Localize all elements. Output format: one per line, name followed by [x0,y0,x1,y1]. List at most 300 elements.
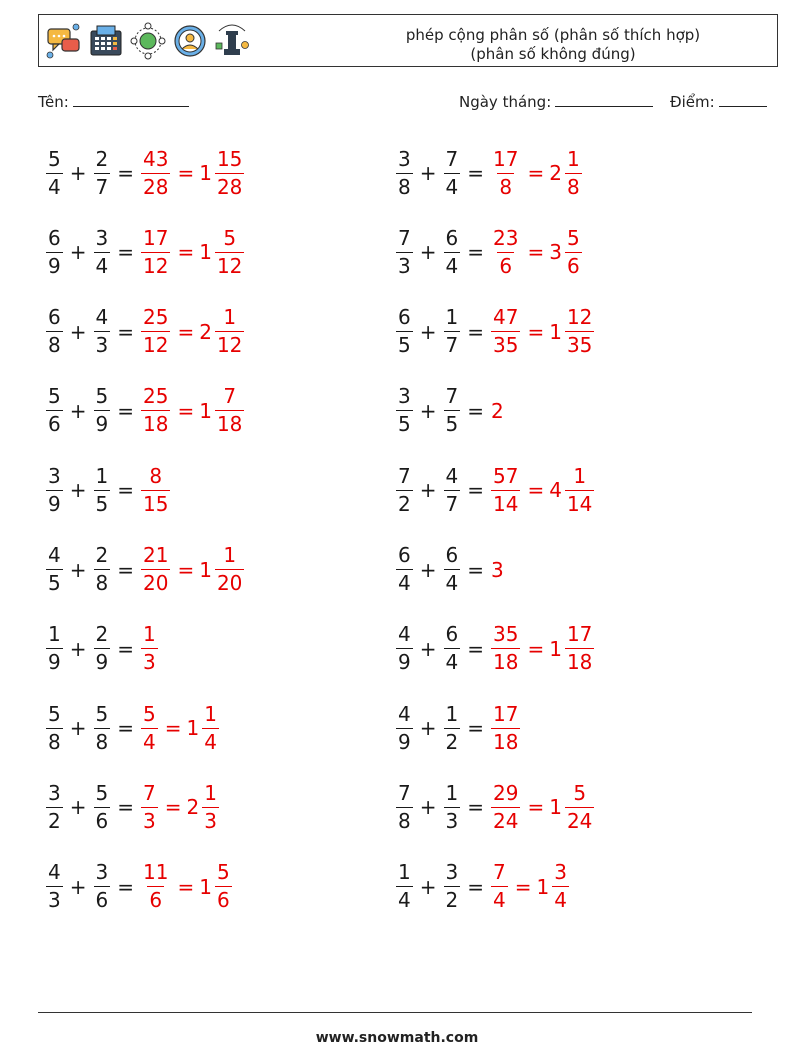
problem-8 [394,378,504,444]
answer-mixed [202,701,219,756]
answer-mixed-numerator: 7 [223,384,237,409]
addend-a-numerator: 5 [48,701,61,726]
addend-b [444,621,461,676]
answer-mixed-denominator: 18 [216,412,243,437]
equals-sign: = [467,716,484,741]
answer [139,542,246,597]
addend-b [94,304,111,359]
answer-improper [491,621,520,676]
addend-a-numerator: 1 [48,622,61,647]
addend-b-numerator: 3 [445,860,459,885]
answer-improper [141,621,158,676]
addend-a [46,383,63,438]
answer-mixed-numerator: 1 [223,543,237,567]
equals-sign: = [117,795,134,820]
answer-mixed-numerator: 1 [204,701,217,726]
answer-improper [141,383,170,438]
addend-a [396,701,413,756]
answer-improper-denominator: 12 [143,333,169,358]
answer-improper [141,146,170,201]
addend-a-denominator: 9 [48,650,61,675]
answer-mixed-denominator: 14 [566,491,593,516]
answer-improper-numerator: 35 [493,622,519,647]
addend-a-denominator: 8 [398,808,411,833]
answer-mixed-denominator: 28 [216,174,243,199]
answer-improper [491,304,520,359]
addend-b [94,780,111,835]
addend-b-numerator: 5 [95,701,109,726]
plus-sign: + [69,319,87,344]
answer-improper [491,463,520,518]
addend-a [46,463,63,518]
problem-17 [44,774,221,840]
addend-b-denominator: 4 [95,253,109,278]
answer [139,146,246,201]
answer-improper-numerator: 25 [143,384,169,409]
addend-a [46,859,63,914]
addend-a-denominator: 5 [398,412,411,437]
answer-whole: 2 [186,795,200,820]
addend-b-denominator: 3 [445,808,459,833]
name-label: Tên: [38,93,69,111]
answer-improper-denominator: 3 [143,650,156,675]
name-field[interactable] [38,92,189,111]
plus-sign: + [419,478,437,503]
addend-a [46,542,63,597]
answer-improper-numerator: 17 [493,701,519,726]
answer-whole: 2 [199,319,212,344]
answer-improper-denominator: 12 [143,253,169,278]
addend-a [396,859,413,914]
answer [489,225,584,280]
answer [489,701,522,756]
answer-improper [491,780,520,835]
addend-b-denominator: 2 [445,888,459,913]
addend-b [444,225,461,280]
answer-improper-numerator: 7 [493,860,506,885]
addend-a [396,463,413,518]
answer-improper-denominator: 20 [143,571,169,595]
answer-mixed-numerator: 3 [554,860,567,885]
answer [139,225,246,280]
addend-b-denominator: 4 [445,174,459,199]
profile-icon [171,21,209,61]
equals-sign: = [467,478,484,503]
addend-b-numerator: 3 [95,225,109,250]
addend-a-denominator: 2 [48,808,61,833]
addend-a-denominator: 4 [48,174,61,199]
addend-b [444,542,461,597]
answer-equals-sign: = [527,240,545,265]
problem-12 [394,537,504,603]
addend-b-denominator: 4 [445,650,459,675]
answer-whole: 1 [536,874,550,899]
answer-mixed [565,621,594,676]
equals-sign: = [117,716,134,741]
answer-improper-numerator: 29 [493,780,519,805]
answer-mixed-numerator: 5 [573,780,587,805]
answer-improper [491,225,520,280]
plus-sign: + [419,557,437,582]
addend-b [444,780,461,835]
answer [139,859,234,914]
problem-1 [44,140,246,206]
addend-a-denominator: 9 [398,650,411,675]
answer-improper [141,780,158,835]
answer-mixed-denominator: 12 [216,333,243,358]
addend-b [444,859,461,914]
problem-18 [394,774,596,840]
answer-improper-denominator: 6 [149,888,163,913]
addend-b-denominator: 7 [445,491,459,516]
answer-improper [141,542,170,597]
problem-4 [394,219,584,285]
answer [489,463,596,518]
answer-mixed-denominator: 6 [566,253,580,278]
worksheet-title [363,26,743,64]
addend-b-numerator: 3 [95,860,109,885]
answer-mixed-numerator: 5 [216,860,230,885]
addend-a [46,780,63,835]
answer [489,399,504,423]
answer-improper-denominator: 35 [493,333,519,358]
problem-6 [394,299,596,365]
answer-mixed [565,463,594,518]
addend-a-numerator: 4 [398,701,411,726]
score-blank[interactable] [719,92,767,107]
addend-a [46,304,63,359]
problem-16 [394,695,522,761]
addend-a-numerator: 1 [398,860,411,885]
addend-b [94,463,111,518]
answer-equals-sign: = [527,795,545,820]
answer [139,304,246,359]
answer-mixed-denominator: 4 [554,888,567,913]
addend-b [444,304,461,359]
addend-a [46,146,63,201]
answer-improper-denominator: 3 [143,808,156,833]
answer [139,701,221,756]
equals-sign: = [467,636,484,661]
equals-sign: = [467,319,484,344]
addend-a-numerator: 4 [398,622,411,647]
addend-b-denominator: 8 [95,729,109,754]
answer-improper [491,859,508,914]
problem-9 [44,457,172,523]
problem-14 [394,616,596,682]
answer-mixed-denominator: 3 [204,808,217,833]
addend-b-numerator: 6 [445,225,459,250]
answer-improper-denominator: 28 [143,174,169,199]
answer-improper-numerator: 17 [493,146,519,171]
answer-improper-denominator: 24 [493,808,519,833]
footer-url: www.snowmath.com [315,1030,479,1046]
answer-equals-sign: = [164,795,182,820]
addend-a [396,304,413,359]
equals-sign: = [467,161,484,185]
problem-7 [44,378,246,444]
answer-mixed-denominator: 4 [204,729,217,754]
addend-b-denominator: 6 [95,808,109,833]
addend-a-numerator: 5 [48,146,61,171]
addend-a-denominator: 4 [398,888,411,913]
answer-equals-sign: = [527,478,545,503]
answer-improper [141,463,170,518]
answer-mixed [215,225,244,280]
answer-equals-sign: = [177,398,195,423]
addend-b [444,701,461,756]
addend-a [396,225,413,280]
answer-mixed-numerator: 12 [566,305,593,330]
plus-sign: + [69,398,87,423]
plus-sign: + [69,161,87,185]
answer-improper [141,225,170,280]
answer-improper [141,859,170,914]
answer-whole: 2 [549,161,562,185]
answer [489,146,584,201]
answer-mixed-denominator: 6 [216,888,230,913]
addend-b-denominator: 9 [95,650,109,675]
answer-improper-numerator: 57 [493,463,519,488]
answer [489,859,571,914]
answer [139,463,172,518]
answer-improper-numerator: 8 [149,463,163,488]
answer-mixed-numerator: 5 [223,225,237,250]
addend-b [94,225,111,280]
answer-whole: 1 [199,557,212,582]
addend-a [396,621,413,676]
answer-mixed [215,542,244,597]
answer-improper-denominator: 8 [499,174,513,199]
addend-b [444,146,461,201]
answer-improper [141,701,158,756]
problem-19 [44,854,234,920]
addend-b-numerator: 1 [445,305,459,330]
answer-mixed [215,304,244,359]
answer-mixed-denominator: 35 [566,333,593,358]
equals-sign: = [117,874,134,899]
addend-b-denominator: 9 [95,412,109,437]
plus-sign: + [419,716,437,741]
equals-sign: = [117,636,134,661]
answer-improper-numerator: 21 [143,543,169,567]
answer-mixed [552,859,569,914]
addend-a-numerator: 3 [398,146,411,171]
addend-a-denominator: 3 [48,888,61,913]
addend-a-denominator: 8 [48,729,61,754]
chat-icon [45,21,83,61]
addend-b [444,463,461,518]
addend-b-denominator: 5 [445,412,459,437]
plus-sign: + [69,795,87,820]
answer-equals-sign: = [527,319,545,344]
addend-b-numerator: 1 [95,463,109,488]
answer-improper-numerator: 43 [143,146,169,171]
answer-mixed [565,304,594,359]
answer-integer: 3 [491,557,504,582]
addend-b-denominator: 2 [445,729,459,754]
title-line-1: phép cộng phân số (phân số thích hợp) [405,26,701,44]
addend-a [396,542,413,597]
answer-mixed-numerator: 1 [223,305,237,330]
addend-a-denominator: 5 [398,333,411,358]
addend-b-numerator: 2 [95,146,109,171]
plus-sign: + [69,636,87,661]
addend-a-denominator: 3 [398,253,411,278]
plus-sign: + [419,240,437,265]
answer-improper-denominator: 14 [493,491,519,516]
equals-sign: = [467,874,484,899]
addend-a-denominator: 2 [398,491,411,516]
problem-3 [44,219,246,285]
addend-b-denominator: 3 [95,333,109,358]
addend-b-numerator: 6 [445,622,459,647]
answer-mixed-denominator: 20 [216,571,243,595]
answer-improper-denominator: 15 [143,491,169,516]
addend-a-numerator: 7 [398,463,411,488]
answer [489,558,504,582]
addend-a-numerator: 6 [398,305,411,330]
answer-equals-sign: = [164,716,182,741]
addend-b-numerator: 2 [95,543,109,567]
addend-a [46,225,63,280]
answer-improper-numerator: 1 [143,622,156,647]
answer-equals-sign: = [177,557,195,582]
equals-sign: = [117,478,134,503]
addend-a-numerator: 3 [398,384,411,409]
answer-whole: 3 [549,240,562,265]
problem-13 [44,616,160,682]
score-label: Điểm: [670,93,715,111]
answer-whole: 1 [549,636,562,661]
addend-a [46,701,63,756]
date-field[interactable] [459,92,653,111]
answer-improper-numerator: 25 [143,305,169,330]
header-icons [45,21,251,61]
answer-improper-numerator: 5 [143,701,156,726]
plus-sign: + [419,398,437,423]
equals-sign: = [467,795,484,820]
answer-equals-sign: = [527,161,545,185]
addend-a-denominator: 4 [398,571,411,595]
answer [139,780,221,835]
equals-sign: = [467,240,484,265]
addend-b [94,621,111,676]
addend-a-denominator: 9 [48,491,61,516]
answer-improper-denominator: 18 [493,729,519,754]
plus-sign: + [419,795,437,820]
equals-sign: = [467,398,484,423]
answer-mixed-numerator: 17 [566,622,593,647]
plus-sign: + [69,874,87,899]
answer-integer: 2 [491,398,504,423]
problem-20 [394,854,571,920]
network-icon [129,21,167,61]
equals-sign: = [117,319,134,344]
plus-sign: + [69,478,87,503]
answer-mixed [215,146,244,201]
addend-a-numerator: 3 [48,780,61,805]
problem-5 [44,299,246,365]
addend-b-numerator: 7 [445,146,459,171]
answer-mixed [202,780,219,835]
answer-improper-denominator: 6 [499,253,513,278]
answer-improper [491,701,520,756]
plus-sign: + [419,161,437,185]
addend-b-numerator: 1 [445,780,459,805]
addend-a-numerator: 3 [48,463,61,488]
addend-b-denominator: 5 [95,491,109,516]
answer-mixed-numerator: 15 [216,146,243,171]
addend-a [396,780,413,835]
addend-a [396,383,413,438]
addend-b [444,383,461,438]
answer-whole: 1 [199,874,212,899]
answer-equals-sign: = [527,636,545,661]
answer-whole: 1 [199,161,212,185]
footer-divider [38,1012,752,1013]
problem-10 [394,457,596,523]
addend-a [396,146,413,201]
answer-mixed [565,225,582,280]
addend-a-denominator: 8 [398,174,411,199]
plus-sign: + [419,874,437,899]
answer-improper-numerator: 17 [143,225,169,250]
addend-b-denominator: 4 [445,571,459,595]
answer-mixed [565,146,582,201]
equals-sign: = [117,398,134,423]
name-blank[interactable] [73,92,189,107]
addend-b-numerator: 6 [445,543,459,567]
answer-equals-sign: = [177,319,195,344]
date-blank[interactable] [555,92,653,107]
plus-sign: + [69,240,87,265]
answer-equals-sign: = [177,874,195,899]
answer-whole: 1 [186,716,200,741]
answer-whole: 1 [199,398,212,423]
addend-b-numerator: 4 [95,305,109,330]
addend-b [94,146,111,201]
addend-a-numerator: 6 [398,543,411,567]
answer-equals-sign: = [177,240,195,265]
plus-sign: + [419,636,437,661]
plus-sign: + [69,716,87,741]
addend-a-numerator: 4 [48,543,61,567]
addend-b-numerator: 5 [95,384,109,409]
calculator-icon [87,21,125,61]
answer-improper-denominator: 18 [493,650,519,675]
addend-b [94,859,111,914]
addend-a-numerator: 5 [48,384,61,409]
answer-improper [491,146,520,201]
date-label: Ngày tháng: [459,93,552,111]
answer [489,621,596,676]
answer-mixed-numerator: 1 [566,146,580,171]
equals-sign: = [117,240,134,265]
score-field[interactable] [670,92,767,111]
title-line-2: (phân số không đúng) [470,45,636,63]
answer [139,383,246,438]
answer-improper-denominator: 4 [493,888,506,913]
answer-mixed [565,780,594,835]
answer-improper-numerator: 47 [493,305,519,330]
answer-whole: 1 [549,795,562,820]
problem-2 [394,140,584,206]
answer-improper-denominator: 4 [143,729,156,754]
answer-mixed-denominator: 12 [216,253,243,278]
answer-mixed-denominator: 24 [566,808,593,833]
answer [489,780,596,835]
